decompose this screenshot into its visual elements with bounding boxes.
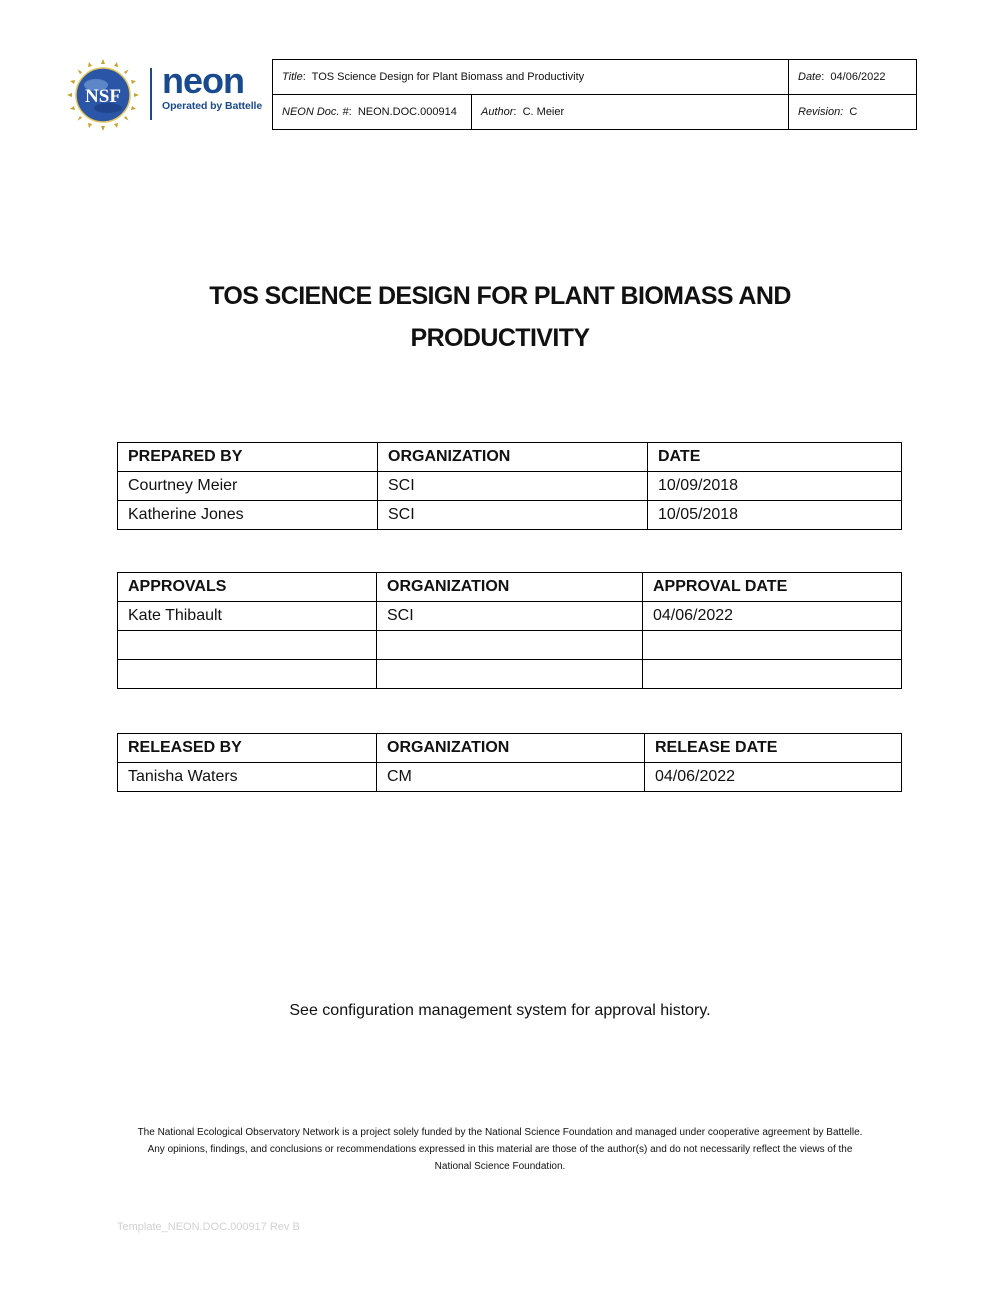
organization-cell: SCI xyxy=(378,472,648,501)
date-value: 04/06/2022 xyxy=(830,71,886,83)
name-cell xyxy=(118,631,377,660)
prepared-by-table xyxy=(117,442,902,530)
organization-cell: SCI xyxy=(377,602,643,631)
table-row xyxy=(118,631,902,660)
column-header: PREPARED BY xyxy=(118,443,378,472)
author-cell: Author: C. Meier xyxy=(472,95,789,130)
table-header-row xyxy=(118,573,902,602)
header-row-1 xyxy=(273,60,917,95)
date-cell: 10/09/2018 xyxy=(648,472,902,501)
disclaimer-line-2: Any opinions, findings, and conclusions or recommendations expressed in this material are those of the author(s) and do not necessarily reflect the views of the xyxy=(147,1144,853,1155)
column-header: RELEASE DATE xyxy=(645,734,902,763)
date-cell xyxy=(643,631,902,660)
title-label: Title xyxy=(282,71,303,83)
table-header-row xyxy=(118,734,902,763)
organization-cell: CM xyxy=(377,763,645,792)
column-header: ORGANIZATION xyxy=(378,443,648,472)
organization-cell: SCI xyxy=(378,501,648,530)
column-header: ORGANIZATION xyxy=(377,734,645,763)
author-label: Author xyxy=(481,106,514,118)
date-cell: 10/05/2018 xyxy=(648,501,902,530)
nsf-seal-icon xyxy=(66,58,140,132)
date-cell: Date: 04/06/2022 xyxy=(789,60,917,95)
document-header-table xyxy=(272,59,917,130)
document-title-line-1: TOS SCIENCE DESIGN FOR PLANT BIOMASS AND xyxy=(209,282,791,310)
table-row xyxy=(118,501,902,530)
logo-divider xyxy=(150,68,152,120)
name-cell: Courtney Meier xyxy=(118,472,378,501)
table-row xyxy=(118,472,902,501)
doc-number-cell: NEON Doc. #: NEON.DOC.000914 xyxy=(273,95,472,130)
organization-cell xyxy=(377,660,643,689)
operated-by-label: Operated by Battelle xyxy=(162,100,263,112)
column-header: APPROVAL DATE xyxy=(643,573,902,602)
name-cell: Katherine Jones xyxy=(118,501,378,530)
title-value: TOS Science Design for Plant Biomass and Productivity xyxy=(311,71,585,83)
nsf-seal-text: NSF xyxy=(85,86,121,107)
table-row xyxy=(118,660,902,689)
organization-cell xyxy=(377,631,643,660)
document-title xyxy=(150,275,850,359)
header-row-2 xyxy=(273,95,917,130)
revision-cell xyxy=(789,95,917,130)
revision-label: Revision: xyxy=(798,106,844,118)
doc-number-label: NEON Doc. # xyxy=(282,106,349,118)
author-value: C. Meier xyxy=(522,106,565,118)
table-header-row xyxy=(118,443,902,472)
disclaimer-line-3: National Science Foundation. xyxy=(434,1161,566,1172)
name-cell: Tanisha Waters xyxy=(118,763,377,792)
table-row xyxy=(118,602,902,631)
title-cell: Title: TOS Science Design for Plant Biomass and Productivity xyxy=(273,60,789,95)
name-cell: Kate Thibault xyxy=(118,602,377,631)
neon-logo xyxy=(66,58,272,130)
column-header: RELEASED BY xyxy=(118,734,377,763)
date-cell xyxy=(643,660,902,689)
date-cell: 04/06/2022 xyxy=(645,763,902,792)
date-cell: 04/06/2022 xyxy=(643,602,902,631)
name-cell xyxy=(118,660,377,689)
table-row xyxy=(118,763,902,792)
column-header: ORGANIZATION xyxy=(377,573,643,602)
approvals-table xyxy=(117,572,902,689)
template-id: Template_NEON.DOC.000917 Rev B xyxy=(117,1221,300,1233)
released-by-table xyxy=(117,733,902,792)
disclaimer-line-1: The National Ecological Observatory Network is a project solely funded by the National Science Foundation and managed under cooperative agreement by Battelle. xyxy=(137,1127,863,1138)
configuration-note: See configuration management system for approval history. xyxy=(289,1002,711,1019)
neon-wordmark-text: neon xyxy=(162,64,244,98)
date-label: Date xyxy=(798,71,822,83)
funding-disclaimer xyxy=(100,1124,900,1175)
neon-wordmark xyxy=(162,64,268,98)
doc-number-value: NEON.DOC.000914 xyxy=(357,106,457,118)
revision-value: C xyxy=(849,106,858,118)
column-header: DATE xyxy=(648,443,902,472)
document-title-line-2: PRODUCTIVITY xyxy=(410,324,590,352)
column-header: APPROVALS xyxy=(118,573,377,602)
